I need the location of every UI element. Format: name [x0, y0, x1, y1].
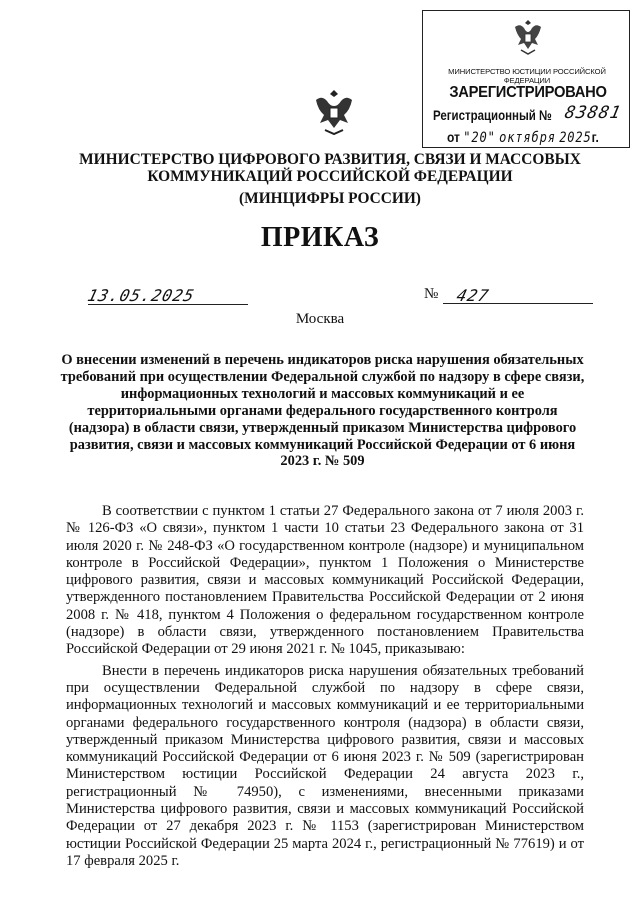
ministry-line-2: КОММУНИКАЦИЙ РОССИЙСКОЙ ФЕДЕРАЦИИ — [147, 168, 513, 185]
stamp-date-day: "20" — [463, 130, 496, 146]
document-type-title: ПРИКАЗ — [260, 222, 380, 253]
ministry-line-1: МИНИСТЕРСТВО ЦИФРОВОГО РАЗВИТИЯ, СВЯЗИ И МАССОВЫХ — [79, 151, 581, 168]
city: Москва — [295, 311, 345, 327]
ministry-short-name: (МИНЦИФРЫ РОССИИ) — [239, 190, 421, 207]
stamp-date-month: октября — [499, 130, 556, 146]
order-number-label: № — [424, 286, 439, 302]
stamp-date — [447, 129, 599, 146]
stamp-date-year: 2025 — [559, 130, 592, 146]
body-paragraph-1: В соответствии с пунктом 1 статьи 27 Федерального закона от 7 июля 2003 г. № 126-ФЗ «О связи», пунктом 1 части 10 статьи 23 Федерального закона от 31 июля 2020 г. № 248-ФЗ «О государственном контроле (надзоре) и муниципальном контроле в Российской Федерации», пунктом 1 Положения о Министерстве цифрового развития, связи и массовых коммуникаций Российской Федерации, утвержденного постановлением Правительства Российской Федерации от 2 июня 2008 г. № 418, пунктом 4 Положения о федеральном государственном контроле (надзоре) в области связи, утвержденного постановлением Правительства Российской Федерации от 29 июня 2021 г. № 1045, приказываю: — [66, 503, 584, 658]
body-paragraph-2: Внести в перечень индикаторов риска нарушения обязательных требований при осуществлении Федеральной службой по надзору в сфере связи, информационных технологий и массовых коммуникаций и ее территориальными органами федерального государственного контроля (надзора) в области связи, утвержденный приказом Министерства цифрового развития, связи и массовых коммуникаций Российской Федерации от 6 июня 2023 г. № 509 (зарегистрирован Министерством юстиции Российской Федерации 24 августа 2023 г., регистрационный № 74950), с изменениями, внесенными приказами Министерства цифрового развития, связи и массовых коммуникаций Российской Федерации от 27 декабря 2023 г. № 1153 (зарегистрирован Министерством юстиции Российской Федерации 25 марта 2024 г., регистрационный № 77619) и от 17 февраля 2025 г. — [66, 662, 584, 869]
stamp-registered: ЗАРЕГИСТРИРОВАНО — [449, 84, 607, 101]
stamp-reg-number-label: Регистрационный № — [433, 107, 552, 123]
order-date: 13.05.2025 — [85, 286, 197, 305]
stamp-date-suffix: г. — [591, 129, 599, 145]
stamp-ministry: МИНИСТЕРСТВО ЮСТИЦИИ РОССИЙСКОЙ ФЕДЕРАЦИИ — [448, 67, 606, 85]
stamp-date-prefix: от — [447, 129, 460, 145]
registration-stamp — [422, 10, 630, 148]
stamp-reg-number: 83881 — [562, 103, 624, 123]
order-number: 427 — [454, 286, 492, 305]
order-subject: О внесении изменений в перечень индикаторов риска нарушения обязательных требований при осуществлении Федеральной службой по надзору в сфере связи, информационных технологий и массовых коммуникаций и ее территориальными органами федерального государственного контроля (надзора) в области связи, утвержденный приказом Министерства цифрового развития, связи и массовых коммуникаций Российской Федерации от 6 июня 2023 г. № 509 — [60, 352, 585, 470]
double-headed-eagle-icon — [511, 17, 545, 57]
order-number-field — [443, 286, 593, 304]
order-body — [66, 503, 584, 870]
order-date-field — [85, 286, 248, 305]
coat-of-arms-icon — [313, 88, 355, 136]
